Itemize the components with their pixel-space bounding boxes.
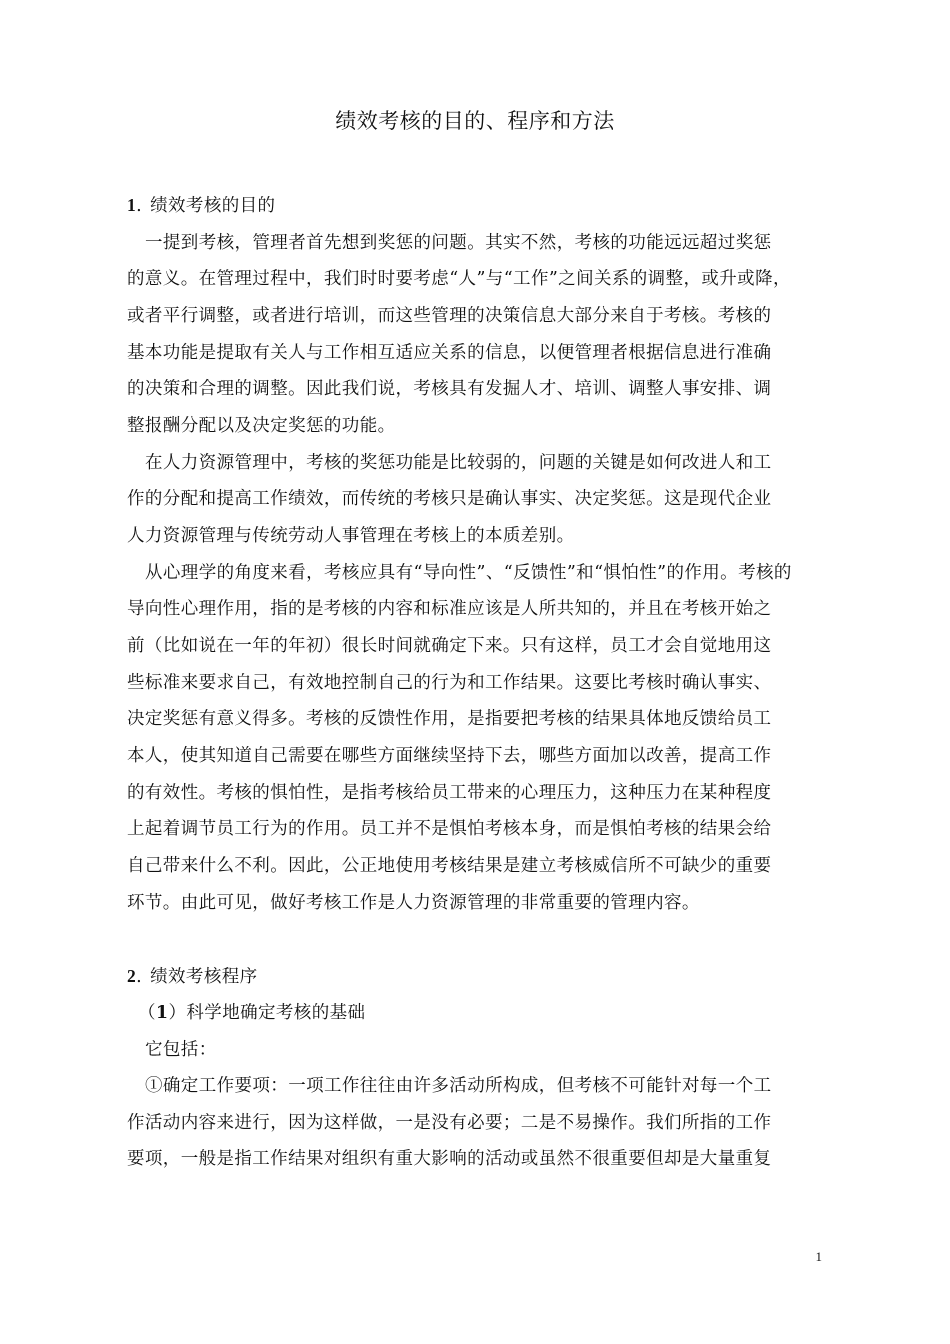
- paragraph-line: 作的分配和提高工作绩效，而传统的考核只是确认事实、决定奖惩。这是现代企业: [127, 489, 772, 509]
- paragraph-line: 导向性心理作用，指的是考核的内容和标准应该是人所共知的，并且在考核开始之: [127, 599, 772, 619]
- paragraph-line: 的意义。在管理过程中，我们时时要考虑“人”与“工作”之间关系的调整，或升或降，: [127, 269, 791, 289]
- subsection-heading: [138, 998, 365, 1028]
- intro-line: 它包括：: [145, 1040, 217, 1060]
- paragraph-line: 的有效性。考核的惧怕性，是指考核给员工带来的心理压力，这种压力在某种程度: [127, 783, 772, 803]
- subsection-number: 1: [155, 1003, 169, 1023]
- paragraph-line: 作活动内容来进行，因为这样做，一是没有必要；二是不易操作。我们所指的工作: [127, 1113, 772, 1133]
- document-title: 绩效考核的目的、程序和方法: [335, 109, 615, 133]
- paragraph-line: 自己带来什么不利。因此，公正地使用考核结果是建立考核威信所不可缺少的重要: [127, 856, 772, 876]
- paragraph-line: 基本功能是提取有关人与工作相互适应关系的信息，以便管理者根据信息进行准确: [127, 343, 772, 363]
- section-1-number: 1: [127, 195, 137, 215]
- paragraph-line: 从心理学的角度来看，考核应具有“导向性”、“反馈性”和“惧怕性”的作用。考核的: [145, 563, 792, 583]
- paragraph-line: 上起着调节员工行为的作用。员工并不是惧怕考核本身，而是惧怕考核的结果会给: [127, 819, 772, 839]
- section-1-separator: .: [136, 196, 143, 216]
- paragraph-line: 一提到考核，管理者首先想到奖惩的问题。其实不然，考核的功能远远超过奖惩: [145, 233, 772, 253]
- paragraph-line: 或者平行调整，或者进行培训，而这些管理的决策信息大部分来自于考核。考核的: [127, 306, 772, 326]
- paragraph-line: 决定奖惩有意义得多。考核的反馈性作用，是指要把考核的结果具体地反馈给员工: [127, 709, 772, 729]
- paragraph-line: ①确定工作要项：一项工作往往由许多活动所构成，但考核不可能针对每一个工: [145, 1076, 772, 1096]
- paragraph-line: 人力资源管理与传统劳动人事管理在考核上的本质差别。: [127, 526, 575, 546]
- paragraph-line: 的决策和合理的调整。因此我们说，考核具有发掘人才、培训、调整人事安排、调: [127, 379, 772, 399]
- section-2-heading: [127, 961, 258, 992]
- page-number: 1: [815, 1249, 822, 1264]
- paragraph-line: 要项，一般是指工作结果对组织有重大影响的活动或虽然不很重要但却是大量重复: [127, 1149, 772, 1169]
- subsection-close-paren: ）: [168, 1003, 187, 1023]
- section-2-separator: .: [136, 967, 143, 987]
- paragraph-line: 前（比如说在一年的年初）很长时间就确定下来。只有这样，员工才会自觉地用这: [127, 636, 772, 656]
- paragraph-line: 些标准来要求自己，有效地控制自己的行为和工作结果。这要比考核时确认事实、: [127, 673, 772, 693]
- paragraph-line: 本人，使其知道自己需要在哪些方面继续坚持下去，哪些方面加以改善，提高工作: [127, 746, 772, 766]
- subsection-title: 科学地确定考核的基础: [186, 1003, 366, 1023]
- section-1-heading: [127, 190, 275, 221]
- section-2-number: 2: [127, 966, 137, 986]
- section-1-title: 绩效考核的目的: [150, 196, 276, 216]
- paragraph-line: 环节。由此可见，做好考核工作是人力资源管理的非常重要的管理内容。: [127, 893, 700, 913]
- section-2-title: 绩效考核程序: [150, 967, 258, 987]
- subsection-open-paren: （: [138, 1003, 156, 1023]
- paragraph-line: 整报酬分配以及决定奖惩的功能。: [127, 416, 396, 436]
- paragraph-line: 在人力资源管理中，考核的奖惩功能是比较弱的，问题的关键是如何改进人和工: [145, 453, 772, 473]
